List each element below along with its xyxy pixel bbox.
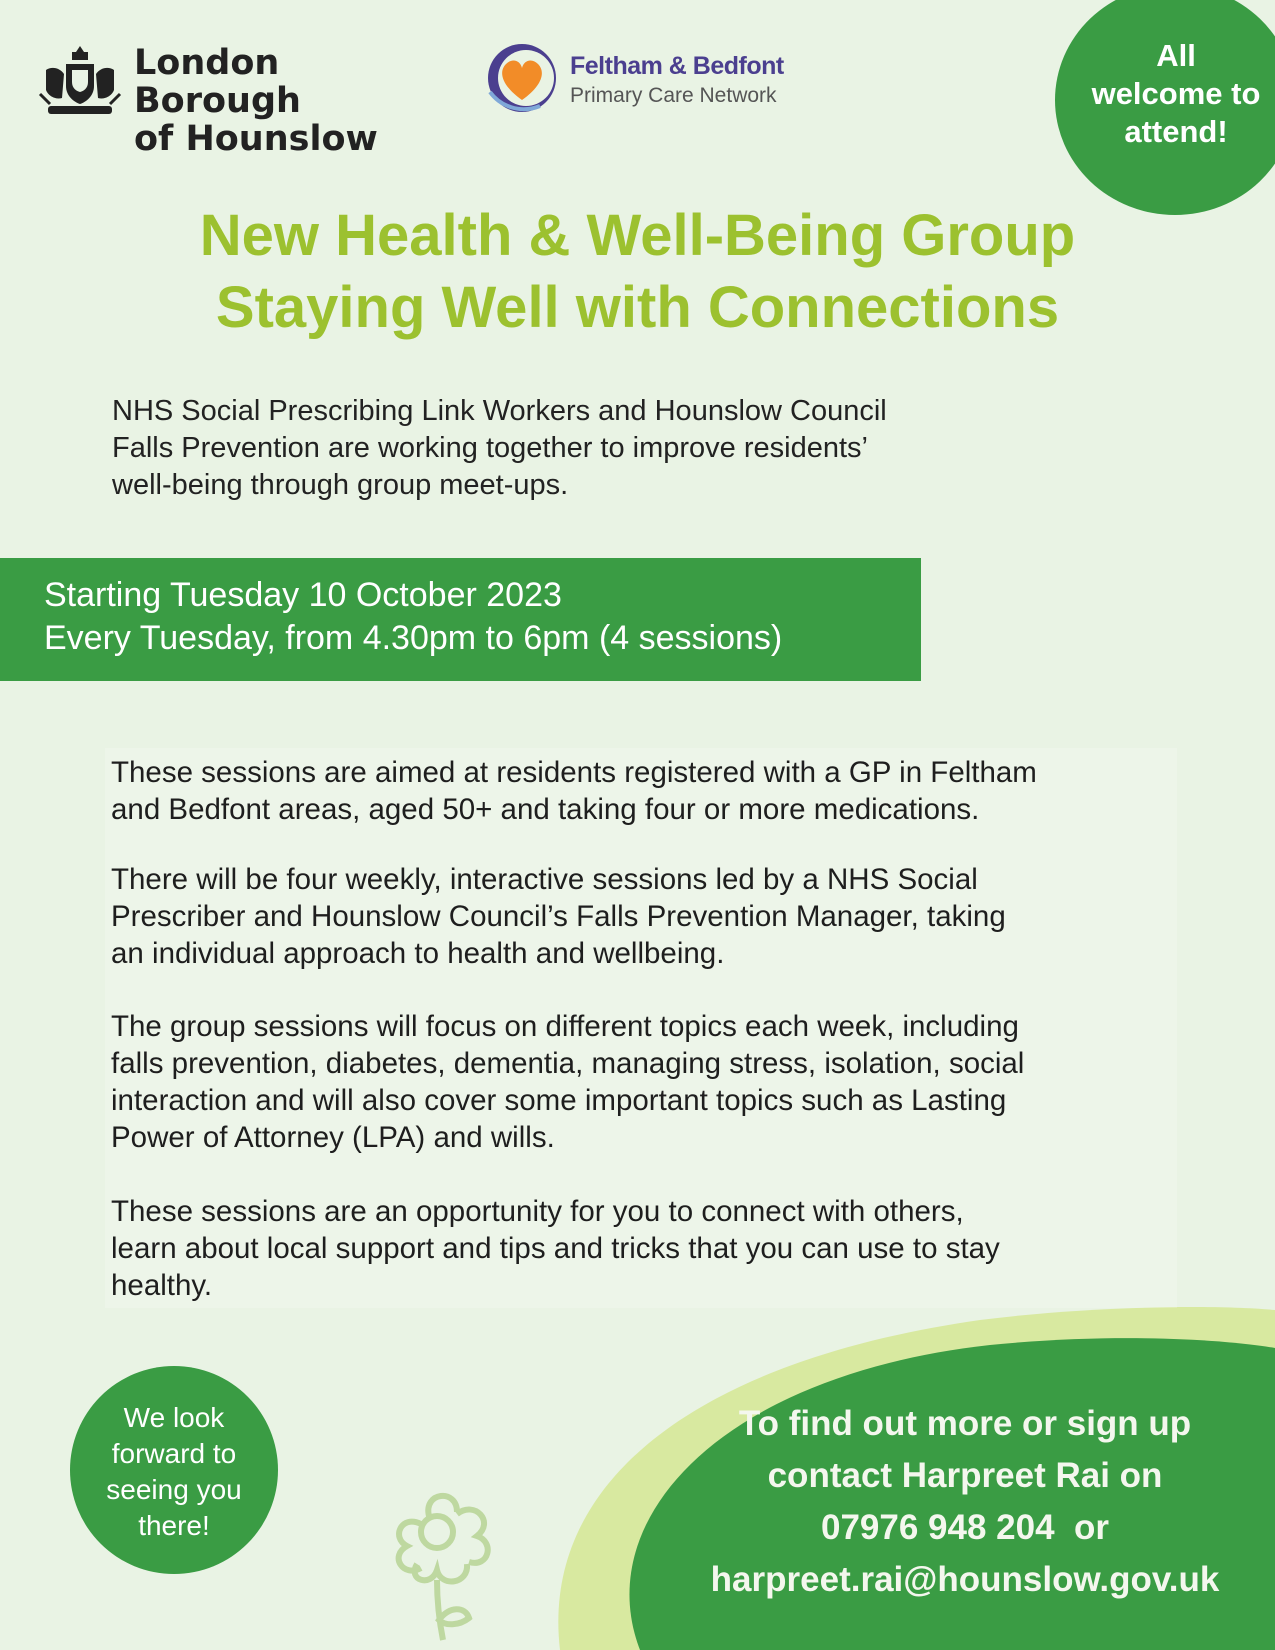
- body-line: and Bedfont areas, aged 50+ and taking four or more medications.: [111, 793, 980, 826]
- page-title: [0, 200, 1275, 344]
- session-start-date: Starting Tuesday 10 October 2023: [44, 576, 562, 614]
- look-forward-text: [70, 1400, 278, 1544]
- contact-phone[interactable]: 07976 948 204 or: [820, 1508, 1109, 1547]
- pcn-name: Feltham & Bedfont: [570, 52, 784, 80]
- council-logo-line1: London Borough: [134, 43, 301, 121]
- council-logo-text: [134, 44, 436, 158]
- intro-line1: NHS Social Prescribing Link Workers and Hounslow Council: [112, 395, 887, 427]
- body-line: falls prevention, diabetes, dementia, managing stress, isolation, social: [111, 1047, 1025, 1080]
- heart-hands-icon: [482, 42, 562, 118]
- coat-of-arms-icon: [36, 40, 124, 120]
- welcome-badge-text: [1065, 37, 1275, 151]
- contact-info: [665, 1398, 1265, 1606]
- body-line: These sessions are aimed at residents registered with a GP in Feltham: [111, 756, 1037, 789]
- feltham-bedfont-pcn-logo: [482, 42, 812, 122]
- look-forward-line3: seeing you: [106, 1474, 242, 1505]
- body-paragraph-eligibility: [111, 754, 1171, 828]
- body-line: The group sessions will focus on different topics each week, including: [111, 1010, 1019, 1043]
- body-line: There will be four weekly, interactive sessions led by a NHS Social: [111, 863, 978, 896]
- welcome-badge: [1055, 0, 1275, 215]
- body-line: an individual approach to health and wellbeing.: [111, 937, 725, 970]
- body-line: learn about local support and tips and tricks that you can use to stay: [111, 1232, 1000, 1265]
- body-line: interaction and will also cover some important topics such as Lasting: [111, 1084, 1007, 1117]
- pcn-subtitle: Primary Care Network: [570, 84, 777, 107]
- intro-line2: Falls Prevention are working together to improve residents’: [112, 432, 868, 464]
- body-line: Power of Attorney (LPA) and wills.: [111, 1121, 555, 1154]
- council-logo-line2: of Hounslow: [134, 119, 378, 159]
- body-line: These sessions are an opportunity for you to connect with others,: [111, 1195, 964, 1228]
- look-forward-badge: [70, 1366, 278, 1574]
- contact-line2: contact Harpreet Rai on: [767, 1456, 1163, 1495]
- title-line1: New Health & Well-Being Group: [199, 203, 1076, 268]
- body-line: Prescriber and Hounslow Council’s Falls Prevention Manager, taking: [111, 900, 1006, 933]
- intro-line3: well-being through group meet-ups.: [112, 469, 569, 501]
- contact-email-link[interactable]: harpreet.rai@hounslow.gov.uk: [710, 1560, 1220, 1599]
- body-line: healthy.: [111, 1269, 213, 1302]
- welcome-line2: welcome to: [1091, 76, 1261, 111]
- title-line2: Staying Well with Connections: [215, 275, 1060, 340]
- body-paragraph-opportunity: [111, 1193, 1171, 1304]
- session-info-band: [0, 558, 921, 681]
- welcome-line3: attend!: [1124, 114, 1228, 149]
- flower-outline-icon: [375, 1470, 535, 1650]
- body-paragraph-sessions: [111, 861, 1171, 972]
- look-forward-line4: there!: [138, 1510, 210, 1541]
- intro-paragraph: [112, 393, 1032, 504]
- session-schedule: Every Tuesday, from 4.30pm to 6pm (4 sessions): [44, 619, 783, 657]
- look-forward-line2: forward to: [111, 1438, 237, 1469]
- contact-line1: To find out more or sign up: [738, 1404, 1192, 1443]
- look-forward-line1: We look: [123, 1402, 225, 1433]
- body-paragraph-topics: [111, 1008, 1171, 1156]
- welcome-line1: All: [1156, 38, 1196, 73]
- london-borough-of-hounslow-logo: [36, 40, 436, 159]
